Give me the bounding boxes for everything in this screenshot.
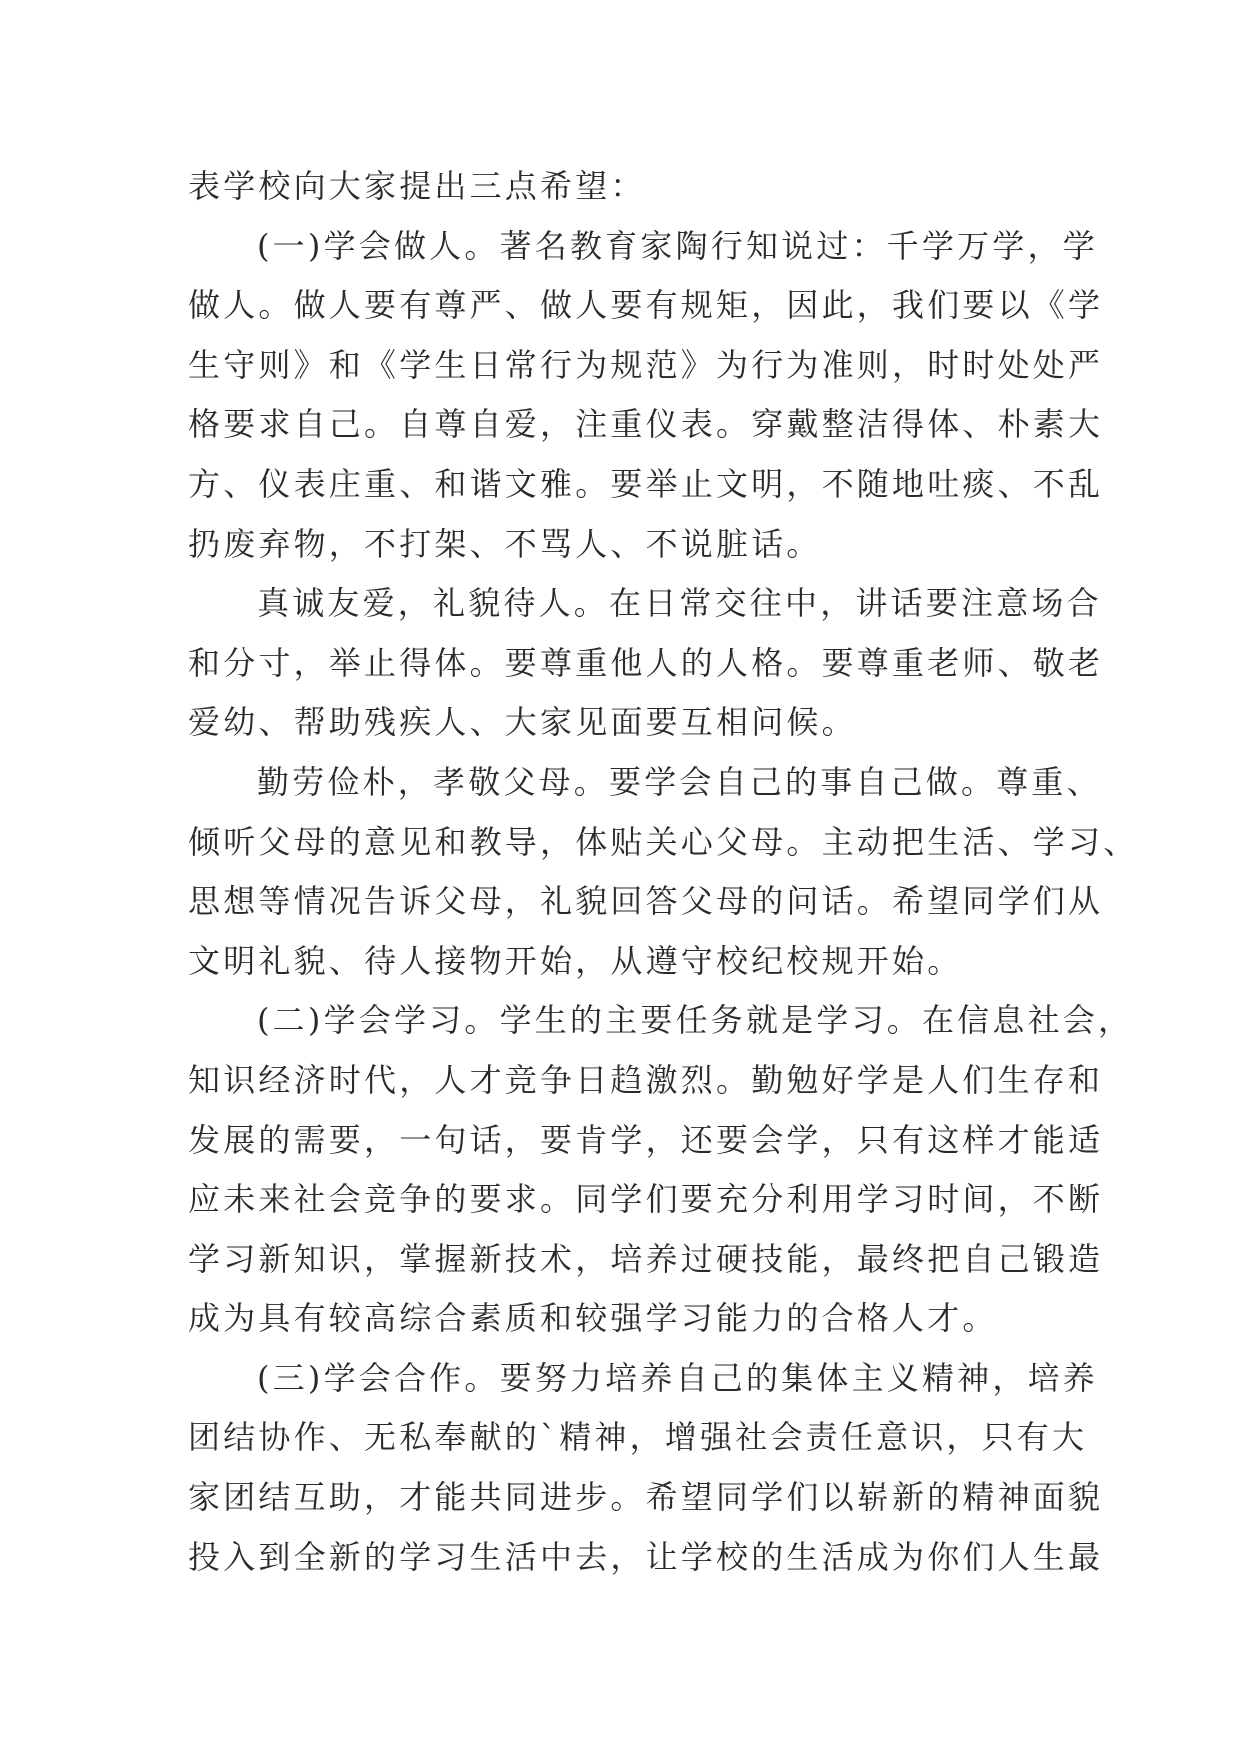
text-line: (二)学会学习。学生的主要任务就是学习。在信息社会， <box>257 1001 1134 1040</box>
text-line: 爱幼、帮助残疾人、大家见面要互相问候。 <box>188 703 857 742</box>
text-line: 做人。做人要有尊严、做人要有规矩，因此，我们要以《学 <box>188 286 1104 325</box>
text-line: 真诚友爱，礼貌待人。在日常交往中，讲话要注意场合 <box>257 584 1102 623</box>
text-line: 文明礼貌、待人接物开始，从遵守校纪校规开始。 <box>188 941 963 980</box>
text-line: 方、仪表庄重、和谐文雅。要举止文明，不随地吐痰、不乱 <box>188 464 1104 503</box>
text-line: 发展的需要，一句话，要肯学，还要会学，只有这样才能适 <box>188 1120 1104 1159</box>
text-line: 表学校向大家提出三点希望： <box>188 167 646 205</box>
text-line: 扔废弃物，不打架、不骂人、不说脏话。 <box>188 524 822 563</box>
text-line: 格要求自己。自尊自爱，注重仪表。穿戴整洁得体、朴素大 <box>188 405 1104 444</box>
text-line: 应未来社会竞争的要求。同学们要充分利用学习时间，不断 <box>188 1180 1104 1219</box>
text-line: (一)学会做人。著名教育家陶行知说过：千学万学，学 <box>257 226 1098 265</box>
text-line: 学习新知识，掌握新技术，培养过硬技能，最终把自己锻造 <box>188 1239 1104 1278</box>
text-line: 家团结互助，才能共同进步。希望同学们以崭新的精神面貌 <box>188 1478 1104 1517</box>
text-line: 和分寸，举止得体。要尊重他人的人格。要尊重老师、敬老 <box>188 643 1104 682</box>
text-line: 投入到全新的学习生活中去，让学校的生活成为你们人生最 <box>188 1537 1104 1576</box>
text-line: 生守则》和《学生日常行为规范》为行为准则，时时处处严 <box>188 345 1104 384</box>
text-line: 成为具有较高综合素质和较强学习能力的合格人才。 <box>188 1299 998 1338</box>
text-line: 团结协作、无私奉献的`精神，增强社会责任意识，只有大 <box>188 1418 1088 1457</box>
text-line: 知识经济时代，人才竞争日趋激烈。勤勉好学是人们生存和 <box>188 1060 1104 1099</box>
text-line: (三)学会合作。要努力培养自己的集体主义精神，培养 <box>257 1358 1098 1397</box>
text-line: 思想等情况告诉父母，礼貌回答父母的问话。希望同学们从 <box>188 882 1104 921</box>
text-line: 倾听父母的意见和教导，体贴关心父母。主动把生活、学习、 <box>188 822 1139 861</box>
body-text <box>188 157 1139 1587</box>
text-line: 勤劳俭朴，孝敬父母。要学会自己的事自己做。尊重、 <box>257 762 1102 801</box>
